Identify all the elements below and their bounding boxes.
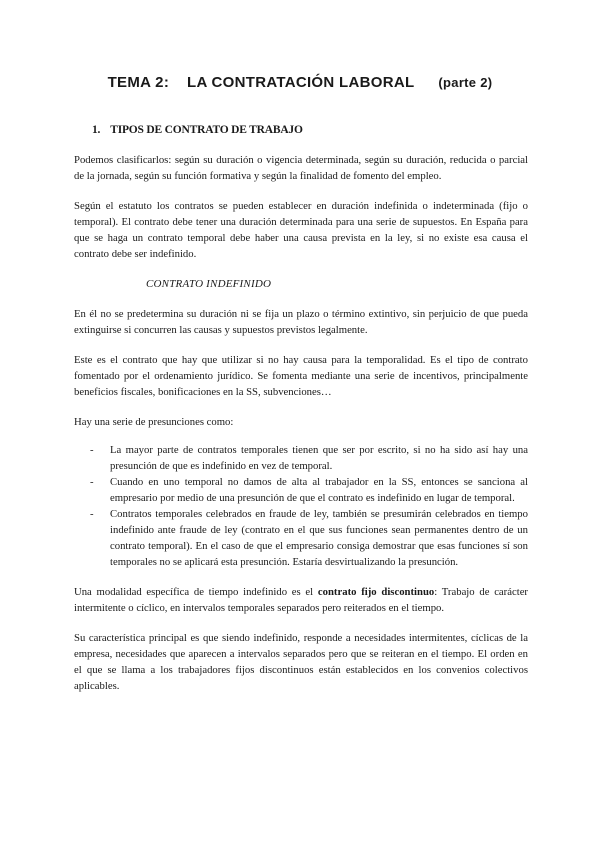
list-item bbox=[74, 474, 528, 506]
fijo-discontinuo-term: contrato fijo discontinuo bbox=[317, 586, 435, 598]
title-main: TEMA 2: LA CONTRATACIÓN LABORAL bbox=[107, 74, 415, 91]
fijo-discontinuo-intro: Una modalidad específica de tiempo indefinido es el bbox=[74, 586, 318, 598]
page-title bbox=[0, 74, 600, 91]
paragraph-caracteristica: Su característica principal es que siendo indefinido, responde a necesidades intermitentes, cíclicas de la empresa, necesidades que aparecen a intervalos separados pero que se reiteran en el tiempo. El orden en el que se llama a los trabajadores fijos discontinuos están establecidos en los convenios colectivos aplicables. bbox=[74, 632, 528, 692]
paragraph-estatuto: Según el estatuto los contratos se pueden establecer en duración indefinida o indeterminada (fijo o temporal). El contrato debe tener una duración determinada para una serie de supuestos. En España para que se haga un contrato temporal debe haber una causa prevista en la ley, si no existe esa causa el contrato debe ser indefinido. bbox=[74, 200, 528, 260]
fijo-discontinuo-definition: : Trabajo de carácter intermitente o cíclico, en intervalos temporales separados pero reiterados en el tiempo. bbox=[74, 586, 528, 614]
paragraph-fomento: Este es el contrato que hay que utilizar si no hay causa para la temporalidad. Es el tipo de contrato fomentado por el ordenamiento jurídico. Se fomenta mediante una serie de incentivos, principalmente beneficios fiscales, bonificaciones en la SS, subvenciones… bbox=[74, 354, 528, 398]
section-heading bbox=[92, 124, 303, 136]
paragraph-presunciones-intro: Hay una serie de presunciones como: bbox=[74, 416, 234, 428]
document-body bbox=[74, 152, 528, 708]
paragraph-definition: En él no se predetermina su duración ni se fija un plazo o término extintivo, sin perjuicio de que pueda extinguirse si concurren las causas y supuestos previstos legalmente. bbox=[74, 308, 528, 336]
list-item bbox=[74, 506, 528, 570]
section-number: 1. bbox=[92, 124, 101, 136]
list-item bbox=[74, 442, 528, 474]
list-item-text: La mayor parte de contratos temporales tienen que ser por escrito, si no ha sido así hay una presunción de que es indefinido en vez de temporal. bbox=[110, 444, 528, 472]
subheading-contrato-indefinido: CONTRATO INDEFINIDO bbox=[146, 278, 272, 290]
list-item-text: Contratos temporales celebrados en fraude de ley, también se presumirán celebrados en tiempo indefinido ante fraude de ley (contrato en el que sus funciones sean permanentes dentro de un contrato temporal). En el caso de que el empresario consiga demostrar que esas funciones sí son temporales no se aplicará esta presunción. Estaría desvirtualizando la presunción. bbox=[110, 508, 528, 568]
presunciones-list bbox=[74, 442, 528, 570]
paragraph-classification: Podemos clasificarlos: según su duración o vigencia determinada, según su duración, reducida o parcial de la jornada, según su función formativa y según la finalidad de fomento del empleo. bbox=[74, 154, 528, 182]
bullet-dash: - bbox=[90, 476, 94, 488]
bullet-dash: - bbox=[90, 508, 94, 520]
section-title: TIPOS DE CONTRATO DE TRABAJO bbox=[110, 124, 303, 136]
bullet-dash: - bbox=[90, 444, 94, 456]
paragraph-fijo-discontinuo bbox=[74, 584, 528, 616]
title-part: (parte 2) bbox=[438, 75, 493, 90]
list-item-text: Cuando en uno temporal no damos de alta al trabajador en la SS, entonces se sanciona al empresario por medio de una presunción de que el contrato es indefinido en lugar de temporal. bbox=[110, 476, 528, 504]
